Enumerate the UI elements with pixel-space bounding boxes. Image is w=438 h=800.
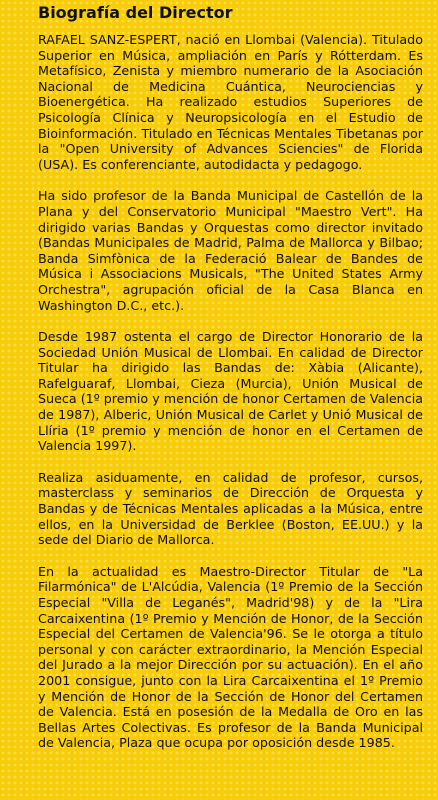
biography-paragraph-1: RAFAEL SANZ-ESPERT, nació en Llombai (Valencia). Titulado Superior en Música, ampliación en París y Rótterdam. Es Metafísico, Zenista y miembro numerario de la Asociación Nacional de Medicina Cuántica, Neurociencias y Bioenergética. Ha realizado estudios Superiores de Psicología Clínica y Neuropsicología en el Estudio de Bioinformación. Titulado en Técnicas Mentales Tibetanas por la "Open University of Advances Sciencies" de Florida (USA). Es conferenciante, autodidacta y pedagogo.	[38, 32, 423, 172]
page-title: Biografía del Director	[38, 3, 233, 22]
biography-paragraph-5: En la actualidad es Maestro-Director Titular de "La Filarmónica" de L'Alcúdia, Valencia (1º Premio de la Sección Especial "Villa de Leganés", Madrid'98) y de la "Lira Carcaixentina (1º Premio y Mención de Honor, de la Sección Especial del Certamen de Valencia'96. Se le otorga a título personal y con carácter extraordinario, la Mención Especial del Jurado a la mejor Dirección por su actuación). En el año 2001 consigue, junto con la Lira Carcaixentina el 1º Premio y Mención de Honor de la Sección de Honor del Certamen de Valencia. Está en posesión de la Medalla de Oro en las Bellas Artes Colectivas. Es profesor de la Banda Municipal de Valencia, Plaza que ocupa por oposición desde 1985.	[38, 563, 423, 751]
biography-paragraph-3: Desde 1987 ostenta el cargo de Director Honorario de la Sociedad Unión Musical de Llombai. En calidad de Director Titular ha dirigido las Bandas de: Xàbia (Alicante), Rafelguaraf, Llombai, Cieza (Murcia), Unión Musical de Sueca (1º premio y mención de honor Certamen de Valencia de 1987), Alberic, Unión Musical de Carlet y Unió Musical de Llíria (1º premio y mención de honor en el Certamen de Valencia 1997).	[38, 329, 423, 454]
biography-paragraph-2: Ha sido profesor de la Banda Municipal de Castellón de la Plana y del Conservatorio Municipal "Maestro Vert". Ha dirigido varias Bandas y Orquestas como director invitado (Bandas Municipales de Madrid, Palma de Mallorca y Bilbao; Banda Simfònica de la Federació Balear de Bandes de Música i Associacions Musicals, "The United States Army Orchestra", agrupación oficial de la Casa Blanca en Washington D.C., etc.).	[38, 188, 423, 313]
biography-paragraph-4: Realiza asiduamente, en calidad de profesor, cursos, masterclass y seminarios de Dirección de Orquesta y Bandas y de Técnicas Mentales aplicadas a la Música, entre ellos, en la Universidad de Berklee (Boston, EE.UU.) y la sede del Diario de Mallorca.	[38, 469, 423, 548]
